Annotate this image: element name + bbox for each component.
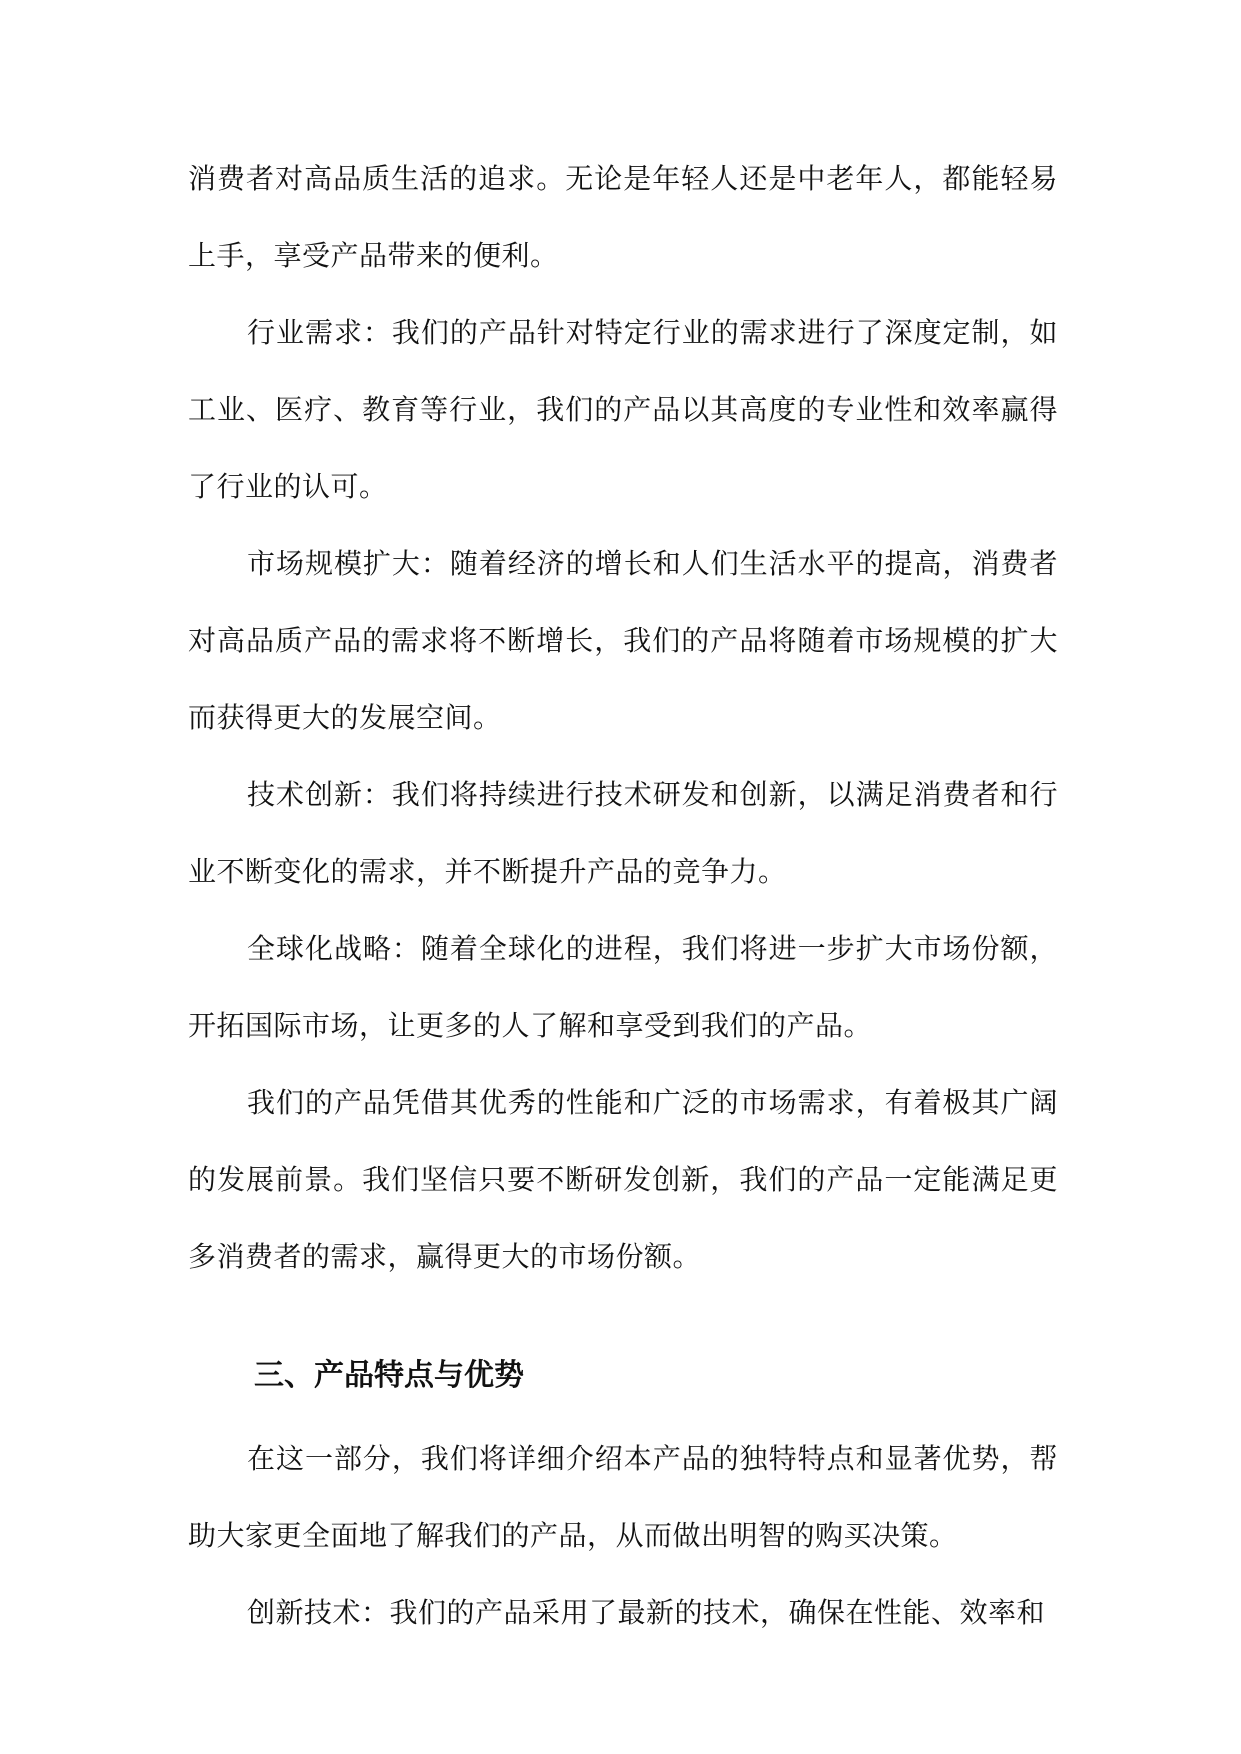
document-body bbox=[188, 140, 1058, 1651]
paragraph-continued: 消费者对高品质生活的追求。无论是年轻人还是中老年人，都能轻易上手，享受产品带来的便利。 bbox=[188, 162, 1058, 272]
paragraph-section-intro: 在这一部分，我们将详细介绍本产品的独特特点和显著优势，帮助大家更全面地了解我们的产品，从而做出明智的购买决策。 bbox=[188, 1442, 1058, 1552]
paragraph-globalization: 全球化战略：随着全球化的进程，我们将进一步扩大市场份额，开拓国际市场，让更多的人了解和享受到我们的产品。 bbox=[188, 932, 1058, 1042]
paragraph-innovative-tech: 创新技术：我们的产品采用了最新的技术，确保在性能、效率和 bbox=[247, 1596, 1046, 1629]
paragraph-market-expansion: 市场规模扩大：随着经济的增长和人们生活水平的提高，消费者对高品质产品的需求将不断增长，我们的产品将随着市场规模的扩大而获得更大的发展空间。 bbox=[188, 547, 1058, 734]
paragraph-industry-demand: 行业需求：我们的产品针对特定行业的需求进行了深度定制，如工业、医疗、教育等行业，我们的产品以其高度的专业性和效率赢得了行业的认可。 bbox=[188, 316, 1058, 503]
paragraph-tech-innovation: 技术创新：我们将持续进行技术研发和创新，以满足消费者和行业不断变化的需求，并不断提升产品的竞争力。 bbox=[188, 778, 1058, 888]
section-heading: 三、产品特点与优势 bbox=[254, 1358, 524, 1393]
paragraph-outlook-summary: 我们的产品凭借其优秀的性能和广泛的市场需求，有着极其广阔的发展前景。我们坚信只要不断研发创新，我们的产品一定能满足更多消费者的需求，赢得更大的市场份额。 bbox=[188, 1086, 1058, 1273]
